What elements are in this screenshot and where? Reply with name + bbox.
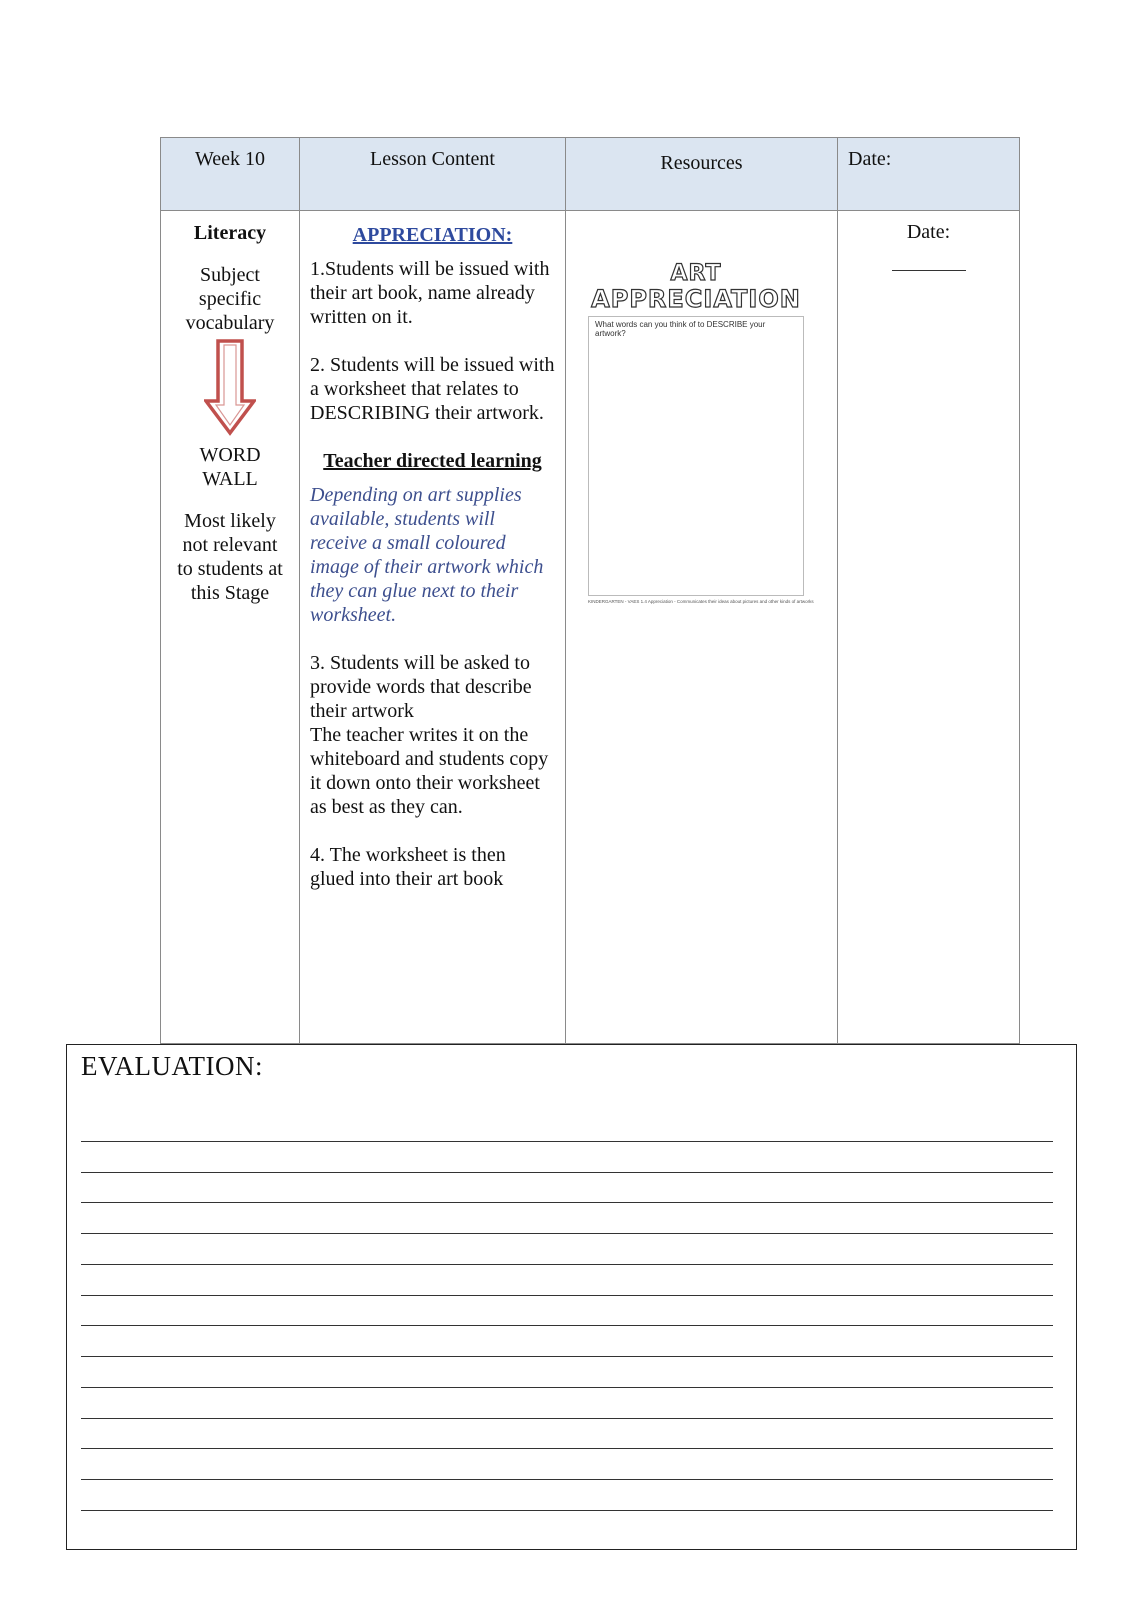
header-resources: Resources	[566, 138, 838, 211]
evaluation-line	[81, 1448, 1053, 1449]
content-row	[161, 211, 1020, 1044]
evaluation-line	[81, 1418, 1053, 1419]
note-line-4: this Stage	[190, 582, 270, 604]
subject-line-1: Subject	[200, 264, 260, 286]
worksheet-title-art: ART	[670, 261, 722, 286]
worksheet-footer: KINDERGARTEN - VAES 1.4 Appreciation - Communicates their ideas about pictures and other kinds of artworks	[588, 599, 814, 604]
worksheet-title-appreciation: APPRECIATION	[591, 285, 801, 313]
header-row	[161, 138, 1020, 211]
literacy-label: Literacy	[193, 222, 267, 244]
step-3-text: 3. Students will be asked to provide words that describe their artwork	[310, 652, 532, 722]
evaluation-line	[81, 1387, 1053, 1388]
evaluation-box	[66, 1044, 1077, 1550]
evaluation-line	[81, 1264, 1053, 1265]
note-line-1: Most likely	[184, 510, 276, 532]
down-arrow-icon	[204, 339, 256, 437]
wall-label: WALL	[202, 468, 258, 490]
lesson-table	[160, 137, 1020, 1044]
step-1-text: 1.Students will be issued with their art book, name already written on it.	[310, 258, 550, 328]
evaluation-line	[81, 1233, 1053, 1234]
supplies-note: Depending on art supplies available, students will receive a small coloured image of their artwork which they can glue next to their worksheet.	[310, 484, 544, 626]
appreciation-heading: APPRECIATION:	[352, 224, 513, 246]
subject-line-2: specific	[198, 288, 262, 310]
header-lesson-content: Lesson Content	[300, 138, 566, 211]
evaluation-line	[81, 1202, 1053, 1203]
step-3-detail: The teacher writes it on the whiteboard and students copy it down onto their worksheet as best as they can.	[310, 724, 549, 818]
worksheet-question: What words can you think of to DESCRIBE your artwork?	[595, 320, 766, 338]
subject-line-3: vocabulary	[185, 312, 275, 334]
date-cell	[838, 211, 1020, 1044]
evaluation-line	[81, 1356, 1053, 1357]
worksheet-answer-box	[588, 316, 804, 596]
step-4-text: 4. The worksheet is then glued into their art book	[310, 844, 506, 890]
teacher-directed-heading: Teacher directed learning	[323, 450, 542, 472]
evaluation-line	[81, 1172, 1053, 1173]
note-line-3: to students at	[177, 558, 283, 580]
step-2-text: 2. Students will be issued with a worksheet that relates to DESCRIBING their artwork.	[310, 354, 555, 424]
evaluation-title: EVALUATION:	[81, 1051, 263, 1081]
evaluation-line	[81, 1295, 1053, 1296]
note-line-2: not relevant	[182, 534, 278, 556]
header-date: Date:	[838, 138, 1020, 211]
lesson-content-cell	[300, 211, 566, 1044]
header-week: Week 10	[161, 138, 300, 211]
date-label: Date:	[906, 221, 951, 243]
evaluation-line	[81, 1510, 1053, 1511]
resources-cell	[566, 211, 838, 1044]
evaluation-line	[81, 1141, 1053, 1142]
literacy-cell	[161, 211, 300, 1044]
worksheet-thumbnail	[588, 261, 814, 604]
evaluation-line	[81, 1325, 1053, 1326]
word-label: WORD	[199, 444, 261, 466]
date-blank-line	[892, 270, 966, 271]
evaluation-line	[81, 1479, 1053, 1480]
